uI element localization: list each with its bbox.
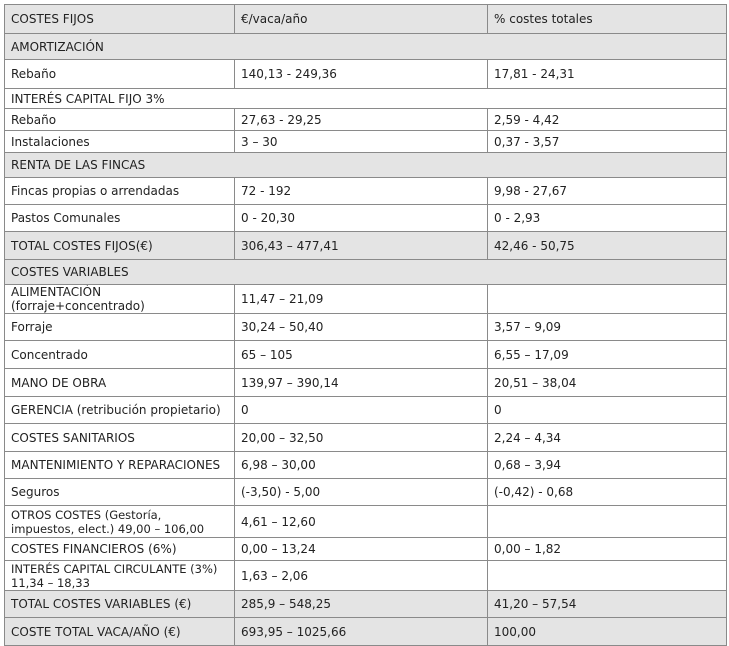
- row-eur: 3 – 30: [235, 131, 488, 153]
- header-col-pct: % costes totales: [488, 5, 727, 34]
- row-pct: (-0,42) - 0,68: [488, 479, 727, 506]
- row-label: COSTES SANITARIOS: [5, 424, 235, 452]
- table-row: [5, 341, 727, 369]
- row-eur: 4,61 – 12,60: [235, 506, 488, 538]
- row-eur: 285,9 – 548,25: [235, 591, 488, 618]
- row-eur: 306,43 – 477,41: [235, 232, 488, 260]
- row-pct: 2,59 - 4,42: [488, 109, 727, 131]
- row-pct: 17,81 - 24,31: [488, 60, 727, 89]
- row-pct: 3,57 – 9,09: [488, 314, 727, 341]
- row-pct: 100,00: [488, 618, 727, 646]
- table-row: [5, 369, 727, 397]
- row-label: Fincas propias o arrendadas: [5, 178, 235, 205]
- row-pct: 41,20 – 57,54: [488, 591, 727, 618]
- table-row: [5, 397, 727, 424]
- section-label: AMORTIZACIÓN: [5, 34, 727, 60]
- table-row: [5, 314, 727, 341]
- row-label: ALIMENTACIÓN (forraje+concentrado): [5, 285, 235, 314]
- row-label: Instalaciones: [5, 131, 235, 153]
- table-row: [5, 205, 727, 232]
- row-pct: [488, 285, 727, 314]
- total-row: [5, 591, 727, 618]
- row-label: COSTES FINANCIEROS (6%): [5, 538, 235, 561]
- row-pct: 0: [488, 397, 727, 424]
- row-eur: 140,13 - 249,36: [235, 60, 488, 89]
- table-row: [5, 60, 727, 89]
- table-row: [5, 561, 727, 591]
- total-row: [5, 232, 727, 260]
- row-eur: 6,98 – 30,00: [235, 452, 488, 479]
- row-pct: 20,51 – 38,04: [488, 369, 727, 397]
- row-pct: 42,46 - 50,75: [488, 232, 727, 260]
- section-row: [5, 153, 727, 178]
- row-eur: 0: [235, 397, 488, 424]
- table-row: [5, 452, 727, 479]
- row-eur: 693,95 – 1025,66: [235, 618, 488, 646]
- row-pct: 0,37 - 3,57: [488, 131, 727, 153]
- row-eur: 1,63 – 2,06: [235, 561, 488, 591]
- table-row: [5, 424, 727, 452]
- row-label: MANTENIMIENTO Y REPARACIONES: [5, 452, 235, 479]
- table-row: [5, 506, 727, 538]
- table-row: [5, 131, 727, 153]
- costs-table: [4, 4, 727, 646]
- row-eur: 0 - 20,30: [235, 205, 488, 232]
- row-eur: 20,00 – 32,50: [235, 424, 488, 452]
- row-eur: 139,97 – 390,14: [235, 369, 488, 397]
- row-label: Rebaño: [5, 109, 235, 131]
- row-pct: 9,98 - 27,67: [488, 178, 727, 205]
- header-col-concept: COSTES FIJOS: [5, 5, 235, 34]
- row-label: INTERÉS CAPITAL CIRCULANTE (3%) 11,34 – 18,33: [5, 561, 235, 591]
- row-label: Pastos Comunales: [5, 205, 235, 232]
- section-label: COSTES VARIABLES: [5, 260, 727, 285]
- row-pct: 2,24 – 4,34: [488, 424, 727, 452]
- row-label: COSTE TOTAL VACA/AÑO (€): [5, 618, 235, 646]
- row-label: TOTAL COSTES VARIABLES (€): [5, 591, 235, 618]
- row-pct: 0,68 – 3,94: [488, 452, 727, 479]
- section-row: [5, 260, 727, 285]
- row-label: MANO DE OBRA: [5, 369, 235, 397]
- header-col-eur: €/vaca/año: [235, 5, 488, 34]
- row-eur: 27,63 - 29,25: [235, 109, 488, 131]
- row-label: GERENCIA (retribución propietario): [5, 397, 235, 424]
- row-eur: (-3,50) - 5,00: [235, 479, 488, 506]
- row-eur: 0,00 – 13,24: [235, 538, 488, 561]
- row-pct: [488, 506, 727, 538]
- row-eur: 11,47 – 21,09: [235, 285, 488, 314]
- section-label: INTERÉS CAPITAL FIJO 3%: [5, 89, 727, 109]
- table-row: [5, 178, 727, 205]
- table-row: [5, 479, 727, 506]
- table-row: [5, 538, 727, 561]
- table-row: [5, 285, 727, 314]
- row-label: Forraje: [5, 314, 235, 341]
- row-eur: 65 – 105: [235, 341, 488, 369]
- row-pct: 0,00 – 1,82: [488, 538, 727, 561]
- row-label: OTROS COSTES (Gestoría, impuestos, elect.) 49,00 – 106,00: [5, 506, 235, 538]
- total-row: [5, 618, 727, 646]
- row-eur: 72 - 192: [235, 178, 488, 205]
- section-row: [5, 89, 727, 109]
- section-row: [5, 34, 727, 60]
- row-label: Rebaño: [5, 60, 235, 89]
- section-label: RENTA DE LAS FINCAS: [5, 153, 727, 178]
- table-row: [5, 109, 727, 131]
- row-pct: 0 - 2,93: [488, 205, 727, 232]
- row-label: Concentrado: [5, 341, 235, 369]
- row-pct: [488, 561, 727, 591]
- header-row: [5, 5, 727, 34]
- row-eur: 30,24 – 50,40: [235, 314, 488, 341]
- row-label: TOTAL COSTES FIJOS(€): [5, 232, 235, 260]
- row-label: Seguros: [5, 479, 235, 506]
- row-pct: 6,55 – 17,09: [488, 341, 727, 369]
